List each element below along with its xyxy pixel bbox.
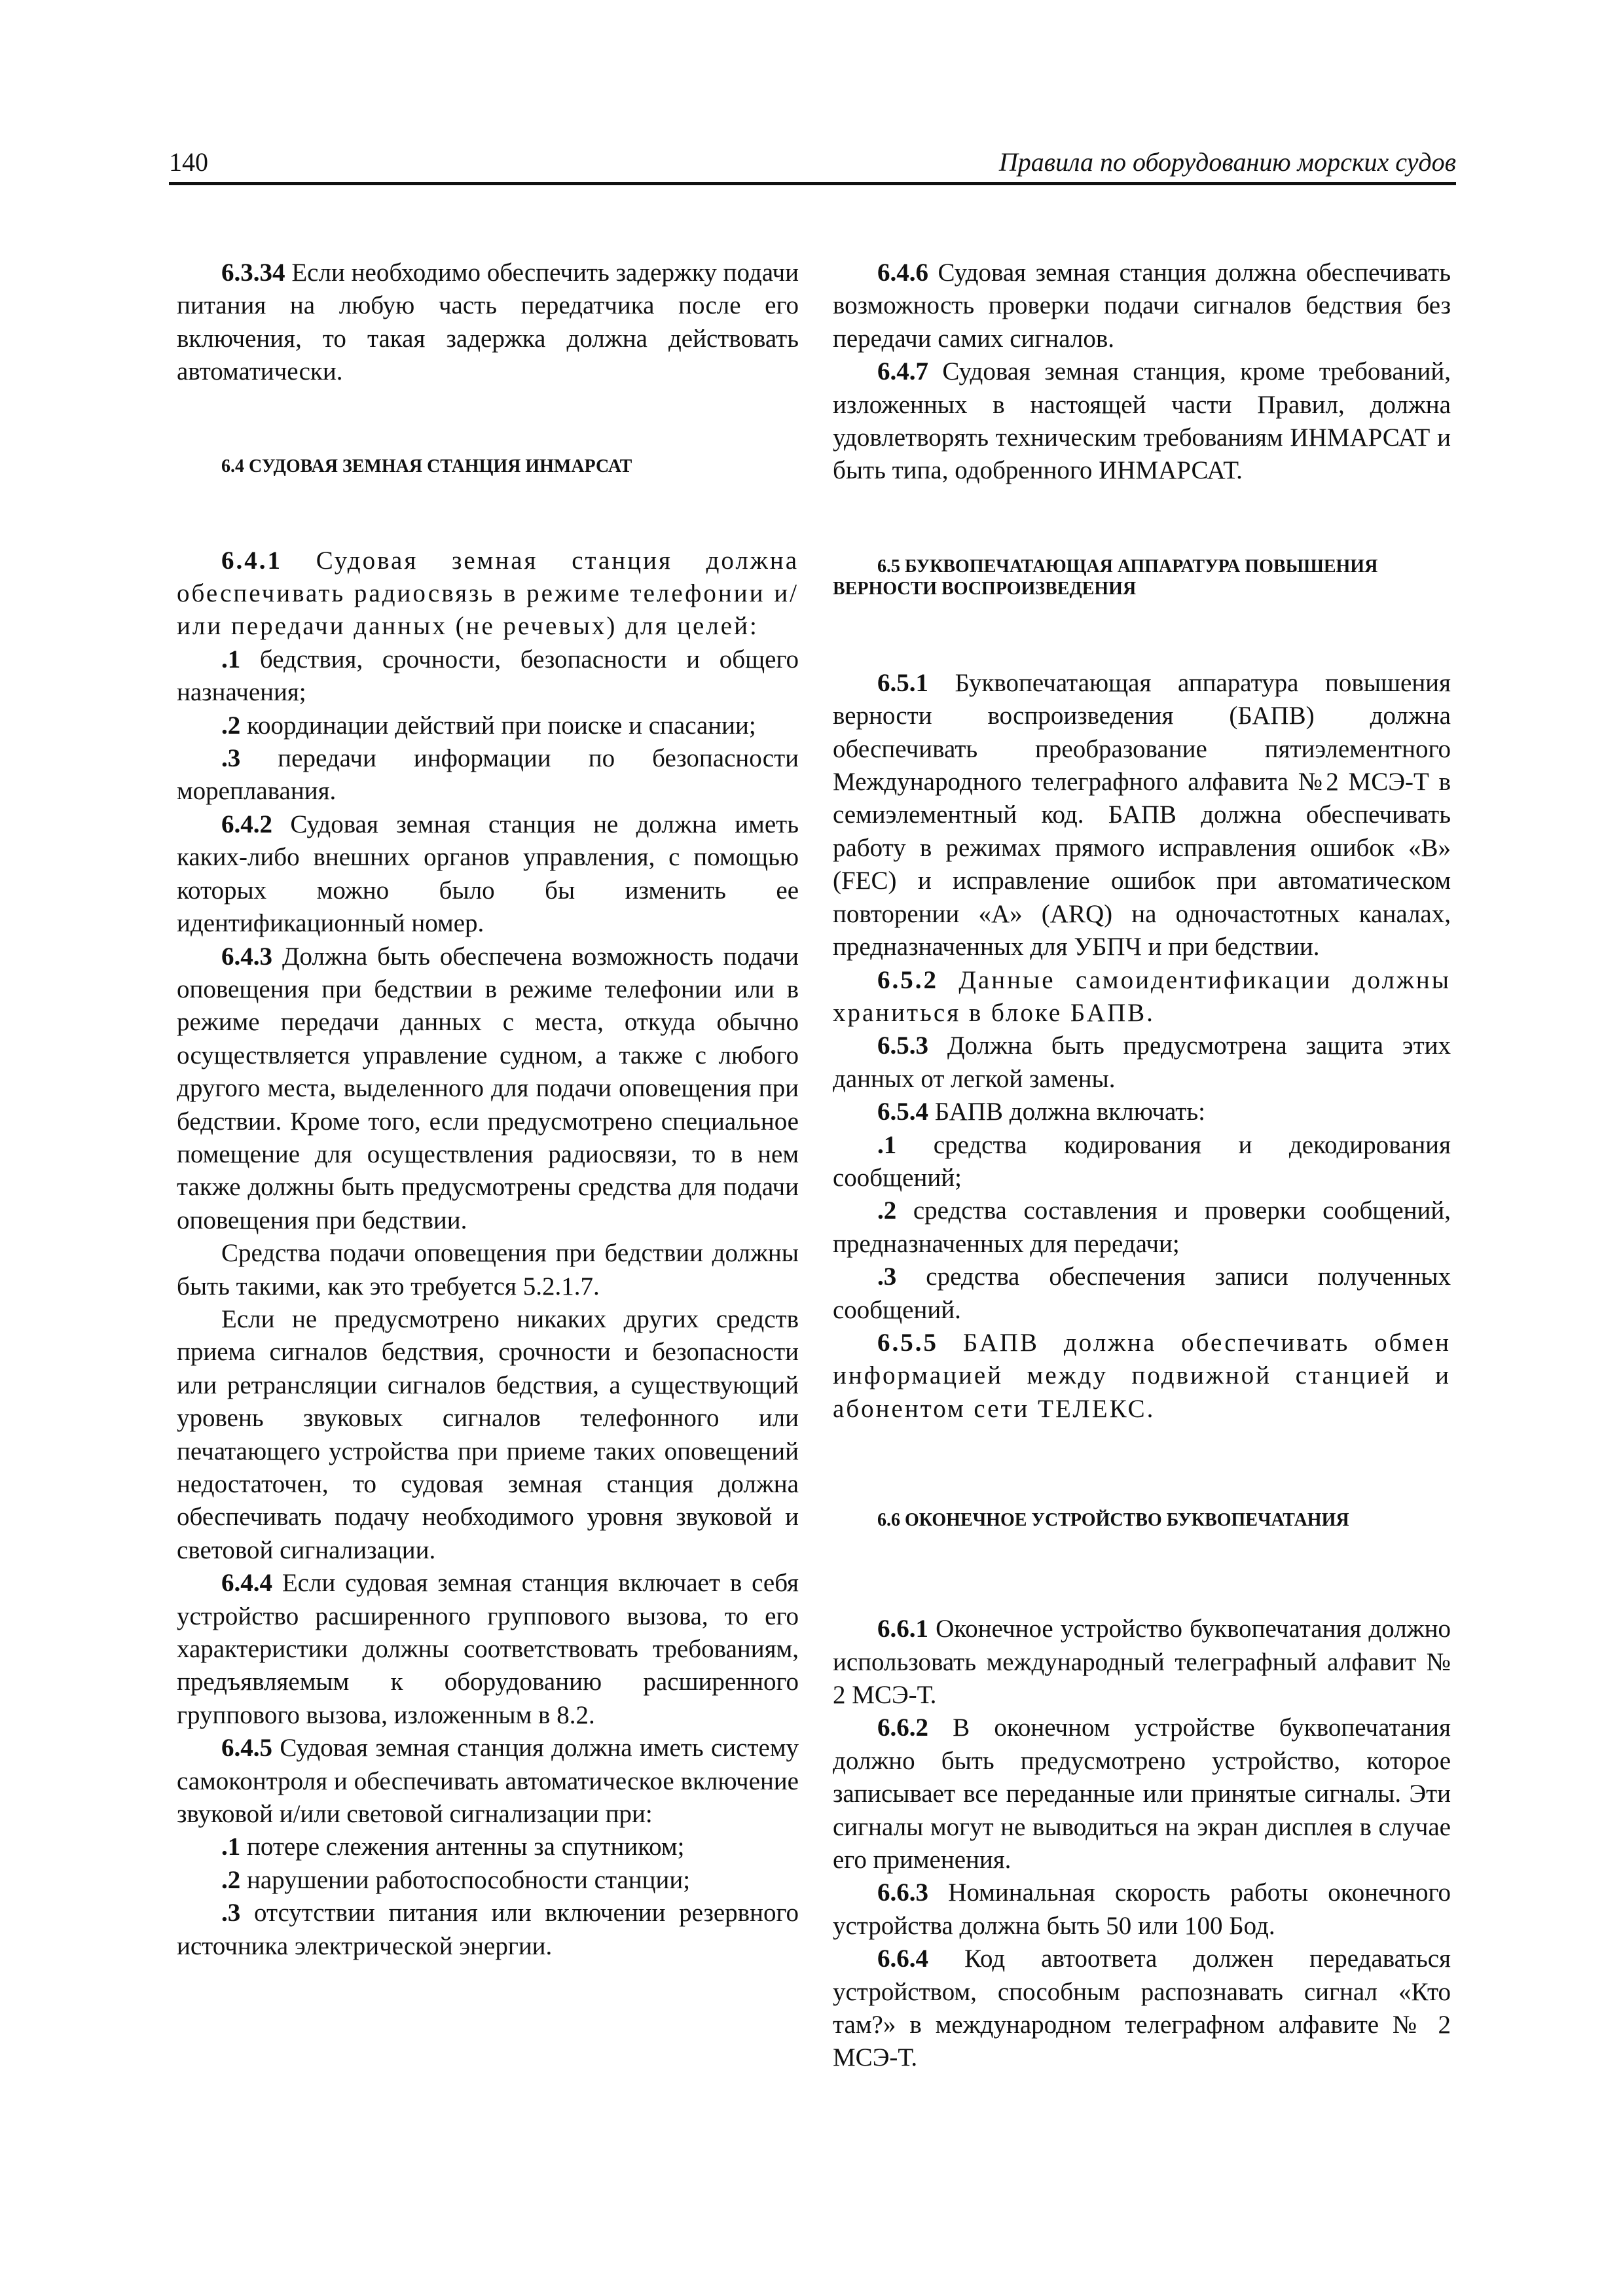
paragraph-6-5-1: 6.5.1 Буквопечатающая аппаратура повышения верности воспроизведения (БАПВ) должна обеспечивать преобразование пятиэлементного Международного телеграфного алфавита №2 МСЭ-Т в семиэлементный код. БАПВ должна обеспечивать работу в режимах прямого исправления ошибок «В» (FEC) и исправление ошибок при автоматическом повторении «А» (ARQ) на одночастотных каналах, предназначенных для УБПЧ и при бедствии. <box>833 668 1451 961</box>
list-item-6-5-4-3: .3 средства обеспечения записи полученных сообщений. <box>833 1263 1451 1324</box>
list-item-6-4-1-3: .3 передачи информации по безопасности мореплавания. <box>177 744 799 806</box>
paragraph-6-4-3-alarm-means: Средства подачи оповещения при бедствии должны быть такими, как это требуется 5.2.1.7. <box>177 1239 799 1300</box>
paragraph-6-6-4: 6.6.4 Код автоответа должен передаваться устройством, способным распознавать сигнал «Кто там?» в международном телеграфном алфавите № 2 МСЭ-Т. <box>833 1945 1451 2072</box>
paragraph-6-4-4: 6.4.4 Если судовая земная станция включает в себя устройство расширенного группового вызова, то его характеристики должны соответствовать требованиям, предъявляемым к оборудованию расширенного группового вызова, изложенным в 8.2. <box>177 1569 799 1729</box>
paragraph-6-6-3: 6.6.3 Номинальная скорость работы оконечного устройства должна быть 50 или 100 Бод. <box>833 1878 1451 1940</box>
left-column <box>177 257 799 1963</box>
list-item-6-4-1-2: .2 координации действий при поиске и спасании; <box>221 711 756 740</box>
list-item-6-4-5-2: .2 нарушении работоспособности станции; <box>221 1865 691 1894</box>
paragraph-6-3-34: 6.3.34 Если необходимо обеспечить задержку подачи питания на любую часть передатчика после его включения, то такая задержка должна действовать автоматически. <box>177 259 799 386</box>
page-number: 140 <box>169 147 208 177</box>
list-item-6-4-1-1: .1 бедствия, срочности, безопасности и общего назначения; <box>177 645 799 707</box>
paragraph-6-6-2: 6.6.2 В оконечном устройстве буквопечатания должно быть предусмотрено устройство, которое записывает все переданные или принятые сигналы. Эти сигналы могут не выводиться на экран дисплея в случае его применения. <box>833 1713 1451 1874</box>
paragraph-6-4-3: 6.4.3 Должна быть обеспечена возможность подачи оповещения при бедствии в режиме телефонии или в режиме передачи данных с места, откуда обычно осуществляется управление судном, а также с любого другого места, выделенного для подачи оповещения при бедствии. Кроме того, если предусмотрено специальное помещение для осуществления радиосвязи, то в нем также должны быть предусмотрены средства для подачи оповещения при бедствии. <box>177 942 799 1234</box>
list-item-6-5-4-1: .1 средства кодирования и декодирования сообщений; <box>833 1130 1451 1192</box>
section-heading-6-6: 6.6 ОКОНЕЧНОЕ УСТРОЙСТВО БУКВОПЕЧАТАНИЯ <box>877 1510 1349 1531</box>
paragraph-6-4-6: 6.4.6 Судовая земная станция должна обеспечивать возможность проверки подачи сигналов бедствия без передачи самих сигналов. <box>833 259 1451 353</box>
paragraph-6-4-3-signal-level: Если не предусмотрено никаких других средств приема сигналов бедствия, срочности и безопасности или ретрансляции сигналов бедствия, а существующий уровень звуковых сигналов телефонного или печатающего устройства при приеме таких оповещений недостаточен, то судовая земная станция должна обеспечивать подачу необходимого уровня звуковой и световой сигнализации. <box>177 1304 799 1564</box>
paragraph-6-4-5: 6.4.5 Судовая земная станция должна иметь систему самоконтроля и обеспечивать автоматическое включение звуковой и/или световой сигнализации при: <box>177 1734 799 1829</box>
paragraph-6-4-2: 6.4.2 Судовая земная станция не должна иметь каких-либо внешних органов управления, с помощью которых можно было бы изменить ее идентификационный номер. <box>177 810 799 938</box>
paragraph-6-4-1: 6.4.1 Судовая земная станция должна обеспечивать радиосвязь в режиме телефонии и/или передачи данных (не речевых) для целей: <box>177 546 799 641</box>
paragraph-6-4-7: 6.4.7 Судовая земная станция, кроме требований, изложенных в настоящей части Правил, должна удовлетворять техническим требованиям ИНМАРСАТ и быть типа, одобренного ИНМАРСАТ. <box>833 357 1451 485</box>
right-column <box>833 257 1451 2075</box>
paragraph-6-5-5: 6.5.5 БАПВ должна обеспечивать обмен информацией между подвижной станцией и абонентом сети ТЕЛЕКС. <box>833 1328 1451 1423</box>
list-item-6-4-5-1: .1 потере слежения антенны за спутником; <box>221 1833 685 1861</box>
paragraph-6-5-4: 6.5.4 БАПВ должна включать: <box>877 1098 1205 1126</box>
paragraph-6-5-3: 6.5.3 Должна быть предусмотрена защита этих данных от легкой замены. <box>833 1031 1451 1093</box>
list-item-6-4-5-3: .3 отсутствии питания или включении резервного источника электрической энергии. <box>177 1899 799 1960</box>
list-item-6-5-4-2: .2 средства составления и проверки сообщений, предназначенных для передачи; <box>833 1196 1451 1258</box>
section-heading-6-4: 6.4 СУДОВАЯ ЗЕМНАЯ СТАНЦИЯ ИНМАРСАТ <box>221 456 632 476</box>
page-header <box>169 145 1456 185</box>
running-title: Правила по оборудованию морских судов <box>998 147 1456 177</box>
section-heading-6-5: 6.5 БУКВОПЕЧАТАЮЩАЯ АППАРАТУРА ПОВЫШЕНИЯ ВЕРНОСТИ ВОСПРОИЗВЕДЕНИЯ <box>833 556 1378 599</box>
paragraph-6-5-2: 6.5.2 Данные самоидентификации должны храниться в блоке БАПВ. <box>833 965 1451 1027</box>
paragraph-6-6-1: 6.6.1 Оконечное устройство буквопечатания должно использовать международный телеграфный алфавит № 2 МСЭ-Т. <box>833 1615 1451 1709</box>
